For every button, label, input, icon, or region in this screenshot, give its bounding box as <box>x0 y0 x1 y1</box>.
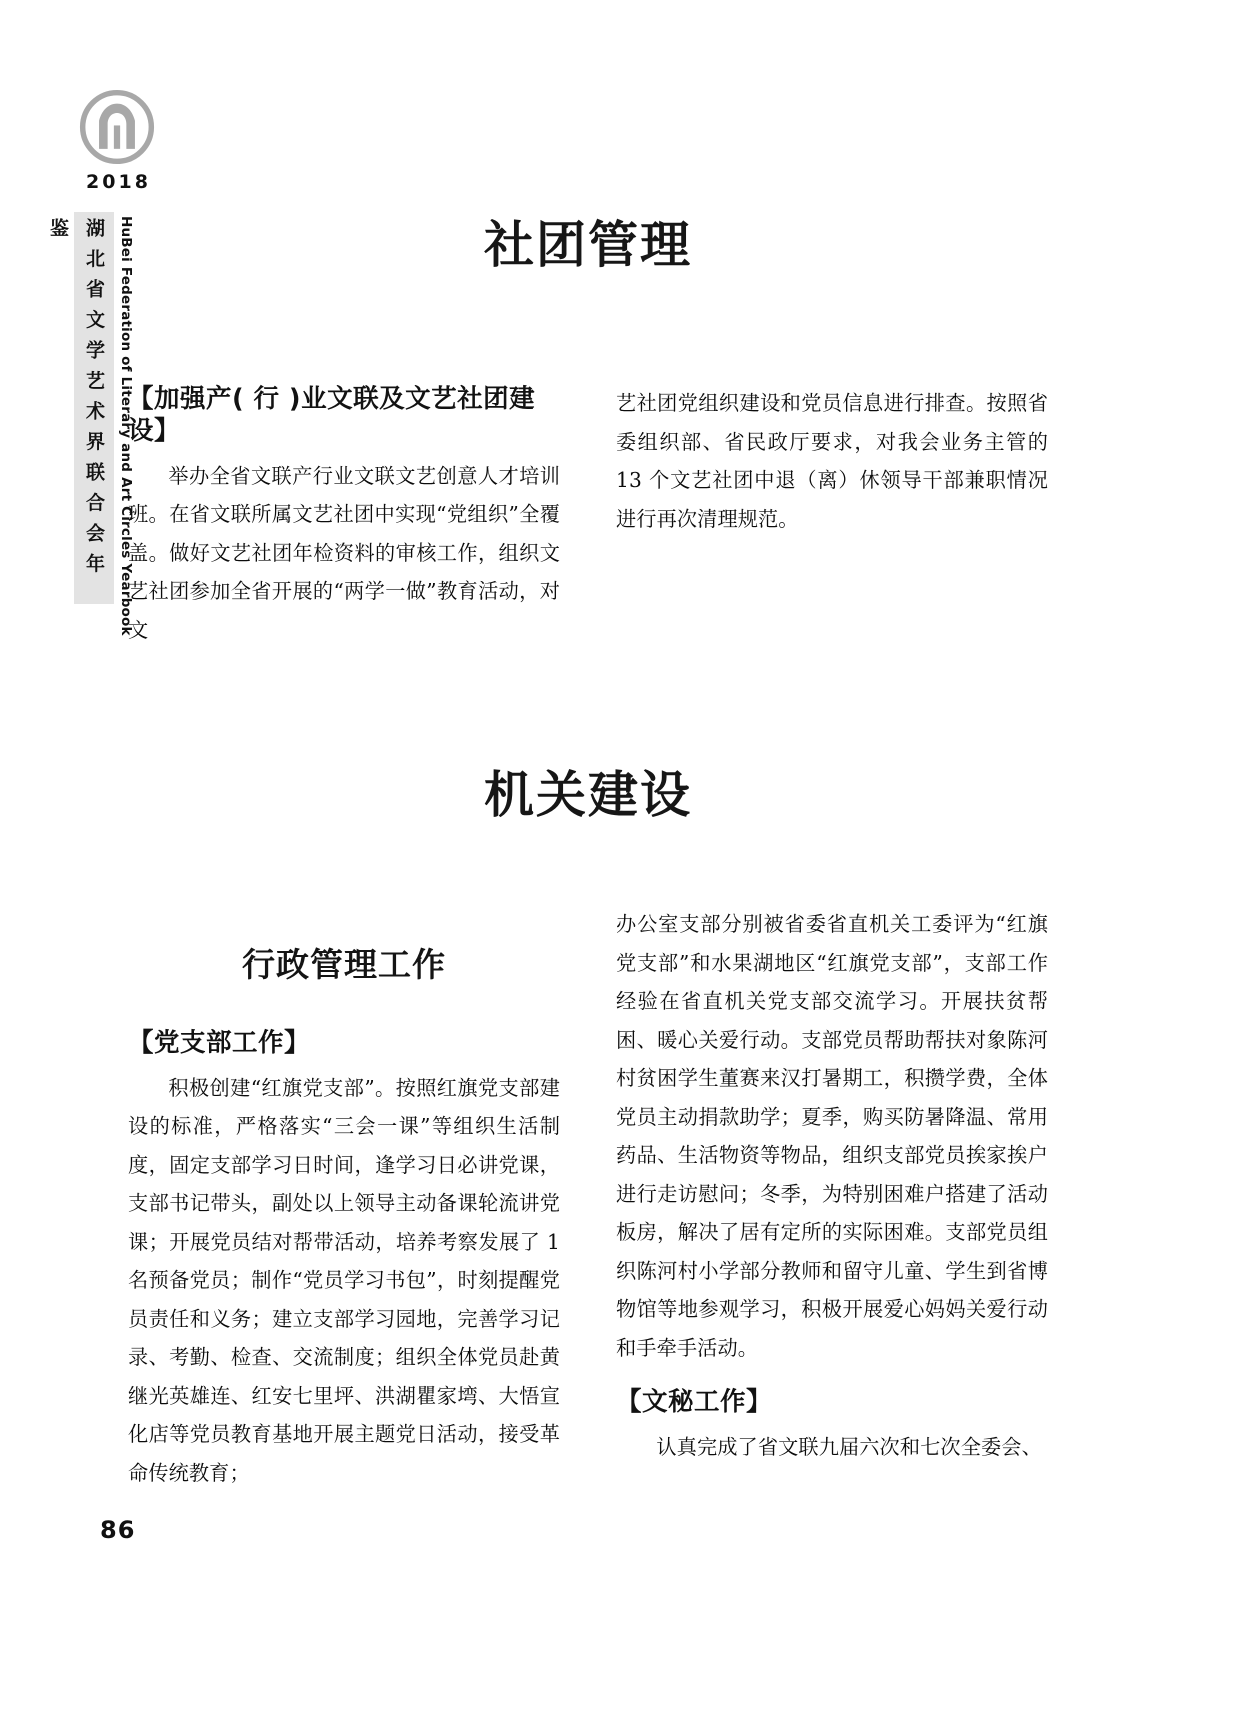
section-2-right-column <box>616 905 1048 1492</box>
section-1-left-heading: 【加强产( 行 )业文联及文艺社团建设】 <box>128 384 536 446</box>
section-2-right-body-1: 办公室支部分别被省委省直机关工委评为“红旗党支部”和水果湖地区“红旗党支部”，支部工作经验在省直机关党支部交流学习。开展扶贫帮困、暖心关爱行动。支部党员帮助帮扶对象陈河村贫困学生董赛来汉打暑期工，积攒学费，全体党员主动捐款助学；夏季，购买防暑降温、常用药品、生活物资等物品，组织支部党员挨家挨户进行走访慰问；冬季，为特别困难户搭建了活动板房，解决了居有定所的实际困难。支部党员组织陈河村小学部分教师和留守儿童、学生到省博物馆等地参观学习，积极开展爱心妈妈关爱行动和手牵手活动。 <box>616 912 1048 1360</box>
section-1-left-body: 举办全省文联产行业文联文艺创意人才培训班。在省文联所属文艺社团中实现“党组织”全覆盖。做好文艺社团年检资料的审核工作，组织文艺社团参加全省开展的“两学一做”教育活动，对文 <box>128 463 560 642</box>
section-2-columns <box>128 905 1048 1492</box>
section-2-right-heading-2: 【文秘工作】 <box>616 1387 773 1417</box>
page-content <box>128 0 1258 1719</box>
page-number: 86 <box>100 1516 136 1544</box>
sidebar-title-english: HuBei Federation of Literary and Art Circles Yearbook <box>118 216 134 636</box>
section-2-left-column <box>128 905 560 1492</box>
section-1-right-column <box>616 384 1048 649</box>
section-2-right-body-2: 认真完成了省文联九届六次和七次全委会、 <box>656 1434 1042 1459</box>
section-title-jiguan-jianshe: 机关建设 <box>484 766 692 824</box>
right-column-gap <box>616 1367 1048 1387</box>
sidebar-title-chinese: 湖北省文学艺术界联合会年鉴 <box>47 218 105 584</box>
section-2-left-heading: 【党支部工作】 <box>128 1028 311 1058</box>
left-column-top-spacer <box>128 905 560 939</box>
section-1-right-body: 艺社团党组织建设和党员信息进行排查。按照省委组织部、省民政厅要求，对我会业务主管的 13 个文艺社团中退（离）休领导干部兼职情况进行再次清理规范。 <box>616 391 1048 531</box>
section-2-left-center-heading: 行政管理工作 <box>242 945 446 984</box>
section-2-left-body: 积极创建“红旗党支部”。按照红旗党支部建设的标准，严格落实“三会一课”等组织生活制度，固定支部学习日时间，逢学习日必讲党课，支部书记带头，副处以上领导主动备课轮流讲党课；开展党员结对帮带活动，培养考察发展了 1 名预备党员；制作“党员学习书包”，时刻提醒党员责任和义务；建立支部学习园地，完善学习记录、考勤、检查、交流制度；组织全体党员赴黄继光英雄连、红安七里坪、洪湖瞿家塆、大悟宣化店等党员教育基地开展主题党日活动，接受革命传统教育； <box>128 1075 560 1485</box>
section-1-columns <box>128 384 1048 649</box>
logo-year: 2018 <box>86 171 151 193</box>
section-1-left-column <box>128 384 560 649</box>
section-title-shetuan-guanli: 社团管理 <box>484 216 692 274</box>
